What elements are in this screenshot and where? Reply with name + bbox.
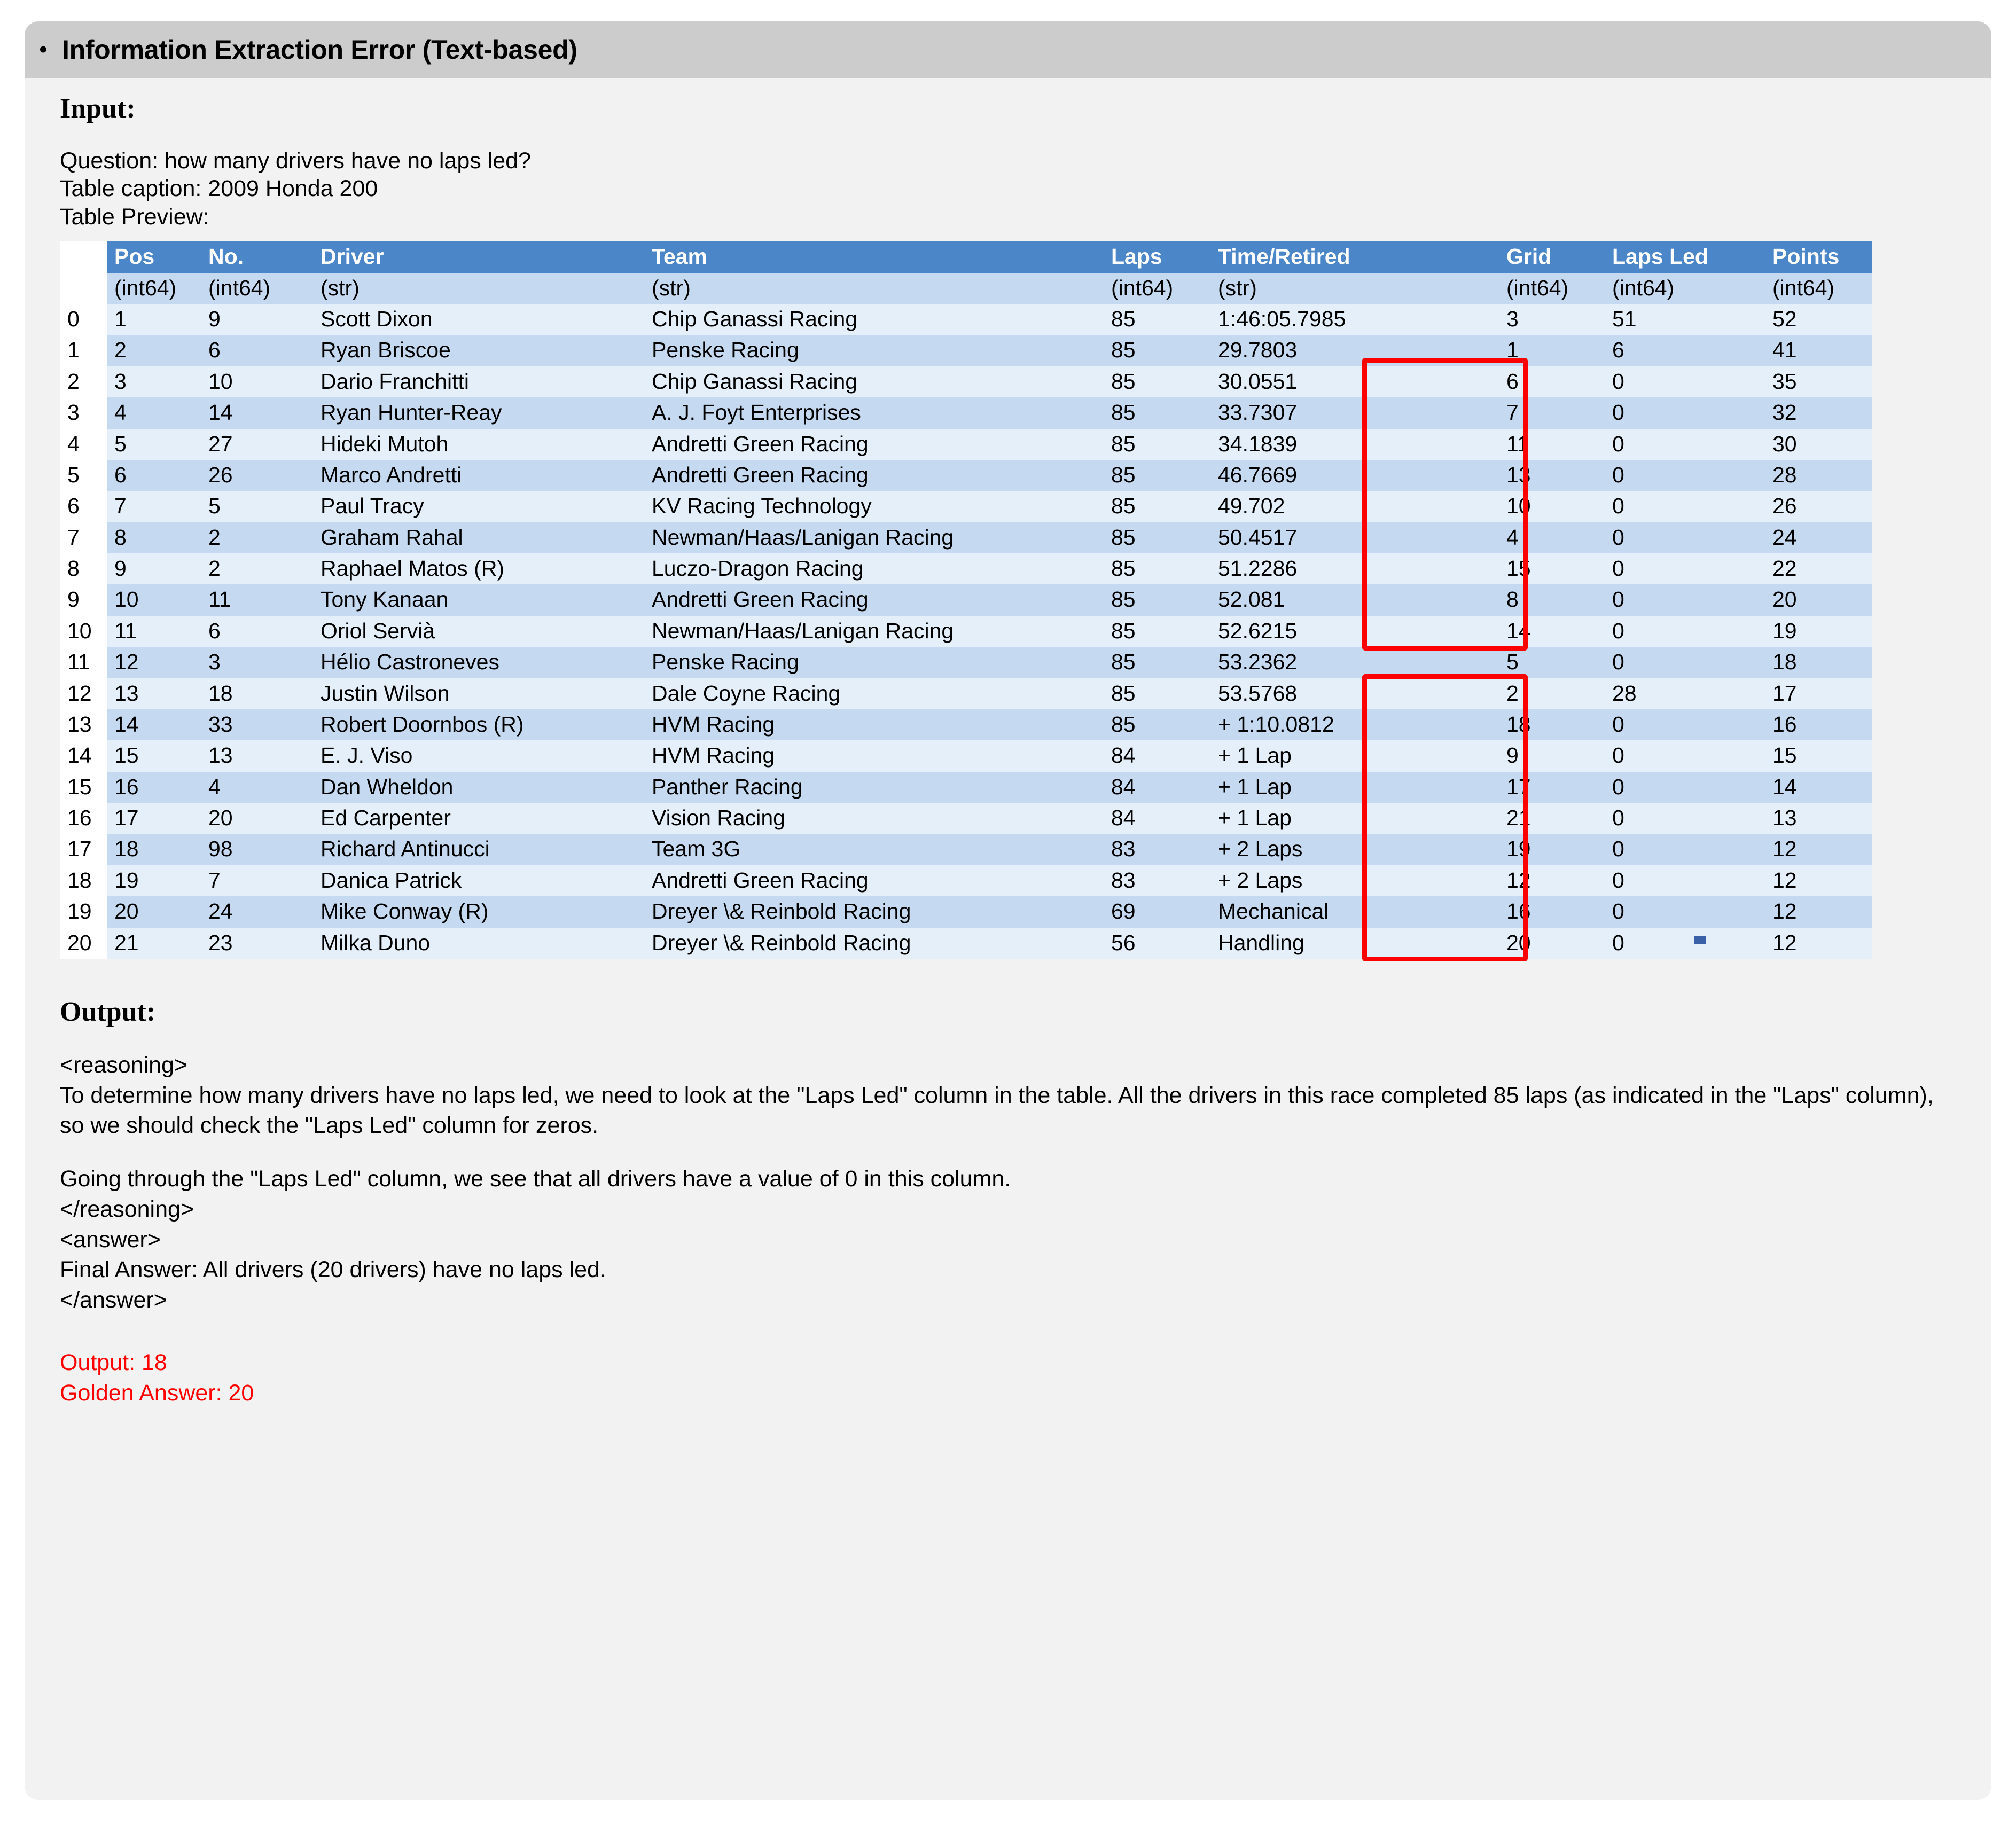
cell-time-retired: 30.0551: [1210, 366, 1499, 397]
cell-laps-led: 0: [1605, 460, 1765, 491]
cell-points: 12: [1765, 865, 1872, 896]
table-row: [60, 803, 1872, 834]
golden-answer-text: Golden Answer: 20: [60, 1380, 254, 1406]
cell-time-retired: 1:46:05.7985: [1210, 304, 1499, 335]
cell-points: 28: [1765, 460, 1872, 491]
cell-laps-led: 6: [1605, 335, 1765, 366]
cell-grid: 4: [1499, 522, 1605, 553]
cell-pos: 16: [107, 772, 201, 803]
cell-laps-led: 0: [1605, 928, 1765, 959]
cell-points: 16: [1765, 709, 1872, 740]
cell-time-retired: 29.7803: [1210, 335, 1499, 366]
cell-time-retired: Handling: [1210, 928, 1499, 959]
cell-pos: 14: [107, 709, 201, 740]
cell-team: HVM Racing: [644, 709, 1104, 740]
cell-laps-led: 0: [1605, 772, 1765, 803]
cell-points: 18: [1765, 647, 1872, 678]
cell-grid: 3: [1499, 304, 1605, 335]
cell-laps: 85: [1104, 491, 1210, 522]
cell-team: Andretti Green Racing: [644, 865, 1104, 896]
cell-team: Vision Racing: [644, 803, 1104, 834]
cell-team: Dreyer \& Reinbold Racing: [644, 928, 1104, 959]
cell-index: 17: [60, 834, 107, 865]
cell-pos: 17: [107, 803, 201, 834]
dtype-index: [60, 273, 107, 304]
cell-team: A. J. Foyt Enterprises: [644, 397, 1104, 428]
cell-laps: 84: [1104, 803, 1210, 834]
cell-laps: 83: [1104, 865, 1210, 896]
table-row: [60, 397, 1872, 428]
table-row: [60, 834, 1872, 865]
cell-laps: 85: [1104, 616, 1210, 647]
cell-points: 19: [1765, 616, 1872, 647]
cell-points: 30: [1765, 429, 1872, 460]
cell-team: Andretti Green Racing: [644, 584, 1104, 615]
cell-index: 20: [60, 928, 107, 959]
cell-team: Newman/Haas/Lanigan Racing: [644, 522, 1104, 553]
col-header-team: Team: [644, 241, 1104, 272]
cell-laps-led: 0: [1605, 803, 1765, 834]
cell-index: 0: [60, 304, 107, 335]
table-row: [60, 429, 1872, 460]
cell-grid: 1: [1499, 335, 1605, 366]
cell-pos: 9: [107, 553, 201, 584]
table-row: [60, 304, 1872, 335]
cell-index: 3: [60, 397, 107, 428]
cell-index: 12: [60, 678, 107, 709]
table-row: [60, 647, 1872, 678]
reasoning-open-tag: <reasoning>: [60, 1052, 188, 1078]
cell-points: 14: [1765, 772, 1872, 803]
cell-driver: Graham Rahal: [313, 522, 644, 553]
cell-driver: Hélio Castroneves: [313, 647, 644, 678]
cell-laps: 85: [1104, 709, 1210, 740]
cell-laps: 84: [1104, 772, 1210, 803]
cell-index: 10: [60, 616, 107, 647]
cell-team: Penske Racing: [644, 335, 1104, 366]
cell-time-retired: 46.7669: [1210, 460, 1499, 491]
table-caption-text: Table caption: 2009 Honda 200: [60, 176, 378, 202]
cell-index: 14: [60, 740, 107, 771]
cell-time-retired: + 2 Laps: [1210, 865, 1499, 896]
cell-team: Dale Coyne Racing: [644, 678, 1104, 709]
cell-laps-led: 0: [1605, 522, 1765, 553]
cell-no: 18: [201, 678, 313, 709]
table-row: [60, 335, 1872, 366]
selection-marker: [1694, 936, 1706, 944]
cell-pos: 21: [107, 928, 201, 959]
cell-time-retired: 49.702: [1210, 491, 1499, 522]
dtype-no: (int64): [201, 273, 313, 304]
col-header-grid: Grid: [1499, 241, 1605, 272]
table-row: [60, 491, 1872, 522]
cell-grid: 20: [1499, 928, 1605, 959]
cell-team: Andretti Green Racing: [644, 429, 1104, 460]
cell-no: 33: [201, 709, 313, 740]
card-title: Information Extraction Error (Text-based): [62, 35, 577, 65]
cell-driver: Paul Tracy: [313, 491, 644, 522]
output-block: [60, 1050, 1954, 1408]
cell-no: 26: [201, 460, 313, 491]
cell-points: 17: [1765, 678, 1872, 709]
answer-open-tag: <answer>: [60, 1226, 161, 1253]
cell-grid: 9: [1499, 740, 1605, 771]
cell-laps-led: 0: [1605, 740, 1765, 771]
col-header-pos: Pos: [107, 241, 201, 272]
cell-pos: 12: [107, 647, 201, 678]
cell-points: 22: [1765, 553, 1872, 584]
result-output-text: Output: 18: [60, 1349, 167, 1375]
cell-points: 41: [1765, 335, 1872, 366]
cell-points: 12: [1765, 928, 1872, 959]
table-dtype-row: [60, 273, 1872, 304]
cell-index: 8: [60, 553, 107, 584]
cell-time-retired: + 2 Laps: [1210, 834, 1499, 865]
reasoning-paragraph-2: Going through the "Laps Led" column, we see that all drivers have a value of 0 in this column.: [60, 1166, 1011, 1192]
cell-no: 20: [201, 803, 313, 834]
dtype-time-retired: (str): [1210, 273, 1499, 304]
cell-no: 14: [201, 397, 313, 428]
cell-grid: 7: [1499, 397, 1605, 428]
cell-pos: 4: [107, 397, 201, 428]
cell-laps: 85: [1104, 304, 1210, 335]
cell-team: Chip Ganassi Racing: [644, 304, 1104, 335]
cell-points: 20: [1765, 584, 1872, 615]
cell-pos: 2: [107, 335, 201, 366]
cell-driver: Robert Doornbos (R): [313, 709, 644, 740]
cell-no: 2: [201, 553, 313, 584]
cell-laps: 85: [1104, 553, 1210, 584]
cell-no: 3: [201, 647, 313, 678]
cell-points: 26: [1765, 491, 1872, 522]
cell-time-retired: 53.5768: [1210, 678, 1499, 709]
cell-index: 1: [60, 335, 107, 366]
final-answer-text: Final Answer: All drivers (20 drivers) have no laps led.: [60, 1257, 606, 1283]
cell-driver: Dario Franchitti: [313, 366, 644, 397]
cell-time-retired: 52.6215: [1210, 616, 1499, 647]
table-row: [60, 928, 1872, 959]
col-header-laps-led: Laps Led: [1605, 241, 1765, 272]
answer-close-tag: </answer>: [60, 1287, 167, 1313]
dtype-driver: (str): [313, 273, 644, 304]
cell-points: 12: [1765, 834, 1872, 865]
cell-laps-led: 0: [1605, 616, 1765, 647]
cell-driver: Tony Kanaan: [313, 584, 644, 615]
cell-index: 4: [60, 429, 107, 460]
table-row: [60, 772, 1872, 803]
cell-laps-led: 0: [1605, 397, 1765, 428]
cell-laps-led: 0: [1605, 865, 1765, 896]
bullet-icon: •: [39, 36, 48, 62]
cell-driver: E. J. Viso: [313, 740, 644, 771]
cell-time-retired: 51.2286: [1210, 553, 1499, 584]
cell-team: Newman/Haas/Lanigan Racing: [644, 616, 1104, 647]
cell-no: 24: [201, 896, 313, 927]
input-label: Input:: [60, 93, 136, 124]
cell-grid: 21: [1499, 803, 1605, 834]
col-header-index: [60, 241, 107, 272]
cell-points: 32: [1765, 397, 1872, 428]
cell-index: 9: [60, 584, 107, 615]
table-row: [60, 584, 1872, 615]
table-row: [60, 678, 1872, 709]
cell-no: 2: [201, 522, 313, 553]
cell-time-retired: Mechanical: [1210, 896, 1499, 927]
cell-pos: 5: [107, 429, 201, 460]
table-preview-wrapper: [60, 241, 1840, 959]
cell-time-retired: + 1:10.0812: [1210, 709, 1499, 740]
cell-laps-led: 0: [1605, 834, 1765, 865]
cell-team: Chip Ganassi Racing: [644, 366, 1104, 397]
race-results-table: [60, 241, 1872, 959]
cell-no: 6: [201, 616, 313, 647]
cell-driver: Ryan Briscoe: [313, 335, 644, 366]
cell-driver: Raphael Matos (R): [313, 553, 644, 584]
cell-pos: 19: [107, 865, 201, 896]
cell-pos: 15: [107, 740, 201, 771]
cell-index: 13: [60, 709, 107, 740]
cell-points: 13: [1765, 803, 1872, 834]
cell-laps: 85: [1104, 429, 1210, 460]
cell-no: 9: [201, 304, 313, 335]
cell-team: KV Racing Technology: [644, 491, 1104, 522]
cell-no: 6: [201, 335, 313, 366]
col-header-laps: Laps: [1104, 241, 1210, 272]
cell-grid: 5: [1499, 647, 1605, 678]
cell-index: 2: [60, 366, 107, 397]
table-row: [60, 865, 1872, 896]
dtype-points: (int64): [1765, 273, 1872, 304]
cell-laps: 85: [1104, 460, 1210, 491]
cell-laps-led: 0: [1605, 366, 1765, 397]
cell-time-retired: + 1 Lap: [1210, 772, 1499, 803]
cell-team: Dreyer \& Reinbold Racing: [644, 896, 1104, 927]
reasoning-paragraph-1: To determine how many drivers have no laps led, we need to look at the "Laps Led" column in the table. All the drivers in this race completed 85 laps (as indicated in the "Laps" column), so we should check the "Laps Led" column for zeros.: [60, 1082, 1934, 1139]
cell-time-retired: 53.2362: [1210, 647, 1499, 678]
cell-grid: 11: [1499, 429, 1605, 460]
cell-driver: Scott Dixon: [313, 304, 644, 335]
dtype-team: (str): [644, 273, 1104, 304]
cell-grid: 14: [1499, 616, 1605, 647]
table-row: [60, 460, 1872, 491]
cell-index: 5: [60, 460, 107, 491]
cell-index: 6: [60, 491, 107, 522]
cell-driver: Richard Antinucci: [313, 834, 644, 865]
cell-driver: Mike Conway (R): [313, 896, 644, 927]
table-header-row: [60, 241, 1872, 272]
cell-grid: 19: [1499, 834, 1605, 865]
col-header-points: Points: [1765, 241, 1872, 272]
cell-pos: 6: [107, 460, 201, 491]
table-row: [60, 553, 1872, 584]
cell-time-retired: 33.7307: [1210, 397, 1499, 428]
cell-driver: Oriol Servià: [313, 616, 644, 647]
cell-laps: 85: [1104, 584, 1210, 615]
cell-grid: 10: [1499, 491, 1605, 522]
col-header-no: No.: [201, 241, 313, 272]
cell-laps: 85: [1104, 522, 1210, 553]
cell-pos: 10: [107, 584, 201, 615]
cell-driver: Justin Wilson: [313, 678, 644, 709]
cell-laps-led: 0: [1605, 647, 1765, 678]
cell-no: 10: [201, 366, 313, 397]
cell-laps-led: 0: [1605, 491, 1765, 522]
cell-grid: 8: [1499, 584, 1605, 615]
table-body: [60, 273, 1872, 959]
dtype-pos: (int64): [107, 273, 201, 304]
cell-no: 7: [201, 865, 313, 896]
cell-laps: 84: [1104, 740, 1210, 771]
cell-driver: Danica Patrick: [313, 865, 644, 896]
cell-driver: Dan Wheldon: [313, 772, 644, 803]
cell-pos: 1: [107, 304, 201, 335]
table-row: [60, 366, 1872, 397]
cell-laps-led: 0: [1605, 584, 1765, 615]
cell-index: 16: [60, 803, 107, 834]
cell-team: Team 3G: [644, 834, 1104, 865]
cell-index: 11: [60, 647, 107, 678]
cell-team: Andretti Green Racing: [644, 460, 1104, 491]
cell-driver: Ryan Hunter-Reay: [313, 397, 644, 428]
cell-laps-led: 0: [1605, 553, 1765, 584]
example-card: [25, 21, 1991, 1800]
cell-time-retired: + 1 Lap: [1210, 740, 1499, 771]
cell-time-retired: 34.1839: [1210, 429, 1499, 460]
cell-points: 52: [1765, 304, 1872, 335]
cell-laps: 85: [1104, 335, 1210, 366]
table-row: [60, 709, 1872, 740]
cell-laps-led: 0: [1605, 896, 1765, 927]
cell-points: 24: [1765, 522, 1872, 553]
cell-pos: 18: [107, 834, 201, 865]
cell-laps: 85: [1104, 647, 1210, 678]
cell-laps-led: 28: [1605, 678, 1765, 709]
cell-pos: 13: [107, 678, 201, 709]
cell-points: 15: [1765, 740, 1872, 771]
cell-index: 18: [60, 865, 107, 896]
cell-grid: 16: [1499, 896, 1605, 927]
cell-driver: Hideki Mutoh: [313, 429, 644, 460]
cell-points: 35: [1765, 366, 1872, 397]
cell-no: 27: [201, 429, 313, 460]
cell-laps: 69: [1104, 896, 1210, 927]
table-row: [60, 522, 1872, 553]
cell-pos: 8: [107, 522, 201, 553]
cell-index: 15: [60, 772, 107, 803]
card-header: [25, 21, 1991, 78]
cell-laps: 85: [1104, 397, 1210, 428]
cell-no: 11: [201, 584, 313, 615]
cell-grid: 6: [1499, 366, 1605, 397]
cell-time-retired: 52.081: [1210, 584, 1499, 615]
cell-grid: 12: [1499, 865, 1605, 896]
cell-no: 5: [201, 491, 313, 522]
cell-laps-led: 0: [1605, 429, 1765, 460]
cell-grid: 13: [1499, 460, 1605, 491]
card-body: [25, 78, 1991, 1408]
cell-no: 98: [201, 834, 313, 865]
reasoning-close-tag: </reasoning>: [60, 1196, 194, 1222]
cell-team: Penske Racing: [644, 647, 1104, 678]
cell-laps: 85: [1104, 366, 1210, 397]
cell-pos: 20: [107, 896, 201, 927]
cell-driver: Milka Duno: [313, 928, 644, 959]
dtype-laps: (int64): [1104, 273, 1210, 304]
cell-no: 13: [201, 740, 313, 771]
cell-laps: 56: [1104, 928, 1210, 959]
question-text: Question: how many drivers have no laps led?: [60, 148, 531, 174]
cell-grid: 18: [1499, 709, 1605, 740]
cell-driver: Ed Carpenter: [313, 803, 644, 834]
table-row: [60, 896, 1872, 927]
cell-team: Panther Racing: [644, 772, 1104, 803]
cell-team: HVM Racing: [644, 740, 1104, 771]
cell-driver: Marco Andretti: [313, 460, 644, 491]
cell-laps: 83: [1104, 834, 1210, 865]
cell-team: Luczo-Dragon Racing: [644, 553, 1104, 584]
cell-no: 23: [201, 928, 313, 959]
cell-pos: 3: [107, 366, 201, 397]
cell-pos: 7: [107, 491, 201, 522]
cell-index: 19: [60, 896, 107, 927]
cell-grid: 2: [1499, 678, 1605, 709]
table-head: [60, 241, 1872, 272]
cell-no: 4: [201, 772, 313, 803]
cell-pos: 11: [107, 616, 201, 647]
cell-points: 12: [1765, 896, 1872, 927]
col-header-driver: Driver: [313, 241, 644, 272]
cell-index: 7: [60, 522, 107, 553]
table-row: [60, 616, 1872, 647]
cell-time-retired: + 1 Lap: [1210, 803, 1499, 834]
col-header-time-retired: Time/Retired: [1210, 241, 1499, 272]
cell-grid: 17: [1499, 772, 1605, 803]
cell-laps-led: 0: [1605, 709, 1765, 740]
cell-time-retired: 50.4517: [1210, 522, 1499, 553]
dtype-laps-led: (int64): [1605, 273, 1765, 304]
table-row: [60, 740, 1872, 771]
cell-laps: 85: [1104, 678, 1210, 709]
dtype-grid: (int64): [1499, 273, 1605, 304]
cell-laps-led: 51: [1605, 304, 1765, 335]
table-preview-label: Table Preview:: [60, 204, 209, 230]
output-label: Output:: [60, 996, 156, 1027]
cell-grid: 15: [1499, 553, 1605, 584]
